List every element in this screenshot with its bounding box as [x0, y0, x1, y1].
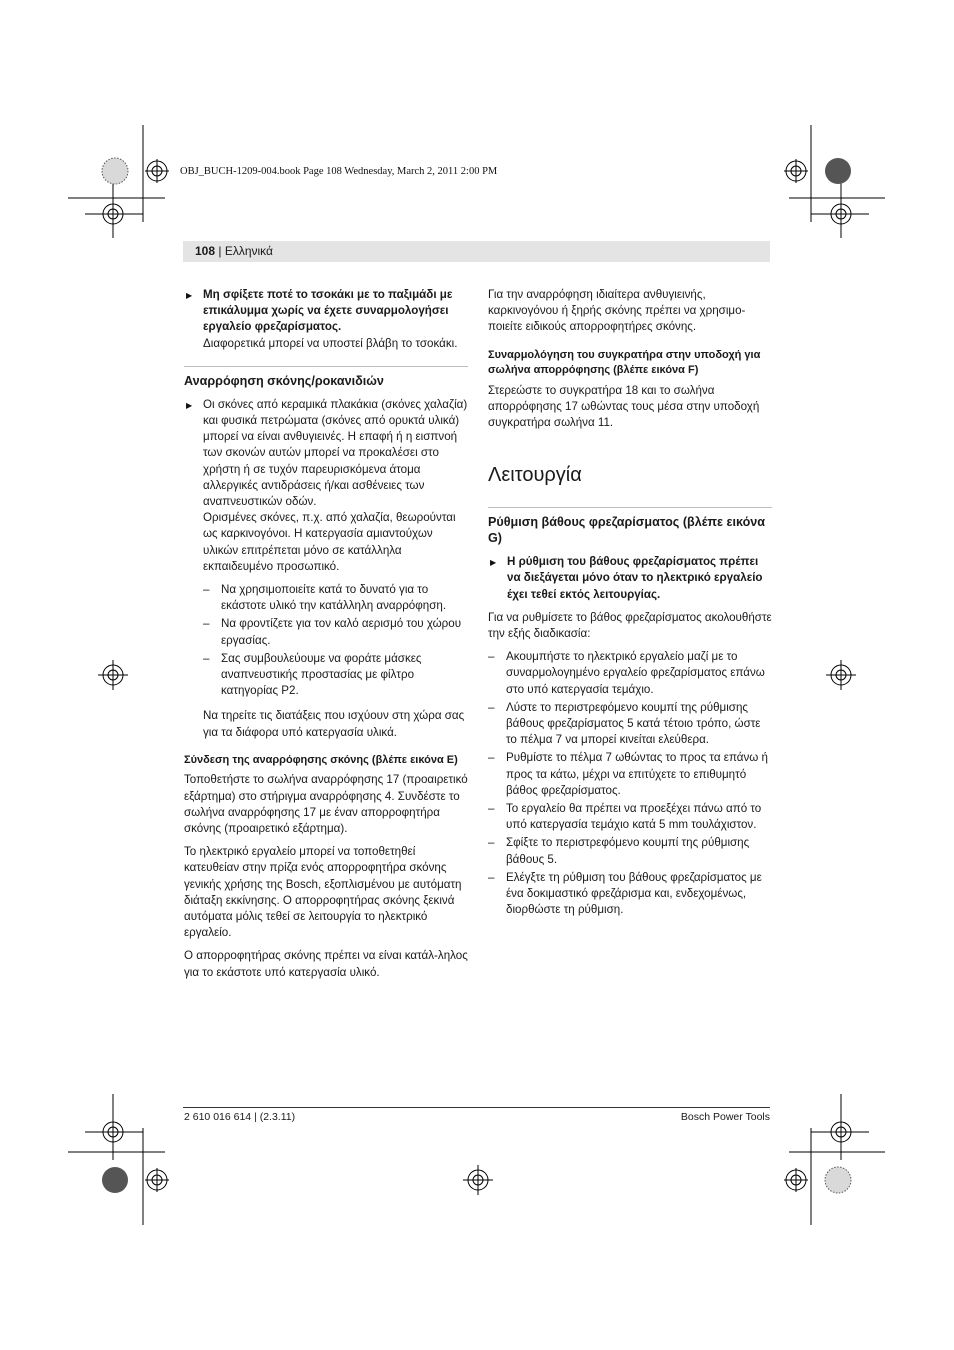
dust-bullet: ▶ Οι σκόνες από κεραμικά πλακάκια (σκόνες χαλαζία) και φυσικά πετρώματα (σκόνες από ορυκτά υλικά) μπορεί να είναι ανθυγιεινές. Η επαφή ή η εισπνοή των σκονών αυτών μπορεί να προκαλέσει στο χρήστη ή σε τυχόν παρευρισκόμενα άτομα αλλεργικές αντιδράσεις ή/και ασθένειες των αναπνευστικών οδών. Ορισμένες σκόνες, π.χ. από χαλαζία, θεωρούνται ως καρκινογόνοι. Η κατεργασία αμιαντούχων υλικών επιτρέπεται μόνο σε κατάλληλα εκπαιδευμένο προσωπικό. [184, 397, 468, 575]
language-label: Ελληνικά [224, 244, 273, 258]
left-column [184, 287, 468, 988]
depth-section-heading: Ρύθμιση βάθους φρεζαρίσματος (βλέπε εικόνα G) [488, 507, 772, 546]
list-item: – Το εργαλείο θα πρέπει να προεξέχει πάνω από το υπό κατεργασία τεμάχιο κατά 5 mm τουλάχιστον. [488, 801, 772, 833]
footer-rule [183, 1107, 770, 1108]
page-header-bar [183, 241, 770, 262]
list-item: – Ελέγξτε τη ρύθμιση του βάθους φρεζαρίσματος με ένα δοκιμαστικό φρεζάρισμα και, ενδεχομένως, διορθώστε τη ρύθμιση. [488, 870, 772, 919]
operation-heading: Λειτουργία [488, 464, 582, 487]
list-item: – Ακουμπήστε το ηλεκτρικό εργαλείο μαζί με το συναρμολογημένο εργαλείο φρεζαρίσματος επάνω στο υπό κατεργασία τεμάχιο. [488, 649, 772, 698]
footer-doc-number: 2 610 016 614 | (2.3.11) [184, 1111, 296, 1123]
depth-steps [488, 649, 772, 918]
dust-dash-list [184, 582, 468, 741]
safety-bullet: ▶ Μη σφίξετε ποτέ το τσοκάκι με το παξιμάδι με επικάλυμμα χωρίς να έχετε συναρμολογήσει εργαλείο φρεζαρίσματος. Διαφορετικά μπορεί να υποστεί βλάβη το τσοκάκι. [184, 287, 468, 352]
page-header: 108 | Ελληνικά [195, 244, 273, 258]
list-item: – Λύστε το περιστρεφόμενο κουμπί της ρύθμισης βάθους φρεζαρίσματος 5 κατά τέτοιο τρόπο, ώστε το πέλμα 7 να μπορεί κινείται ελεύθερα. [488, 700, 772, 749]
paragraph: Το ηλεκτρικό εργαλείο μπορεί να τοποθετηθεί κατευθείαν στην πρίζα ενός απορροφητήρα σκόνης γενικής χρήσης της Bosch, εξοπλισμένου με αυτόματη διάταξη εκκίνησης. Ο απορροφητήρας σκόνης ξεκινά αυτόματα μόλις τεθεί σε λειτουργία το ηλεκτρικό εργαλείο. [184, 845, 462, 940]
list-item: – Σφίξτε το περιστρεφόμενο κουμπί της ρύθμισης βάθους 5. [488, 835, 772, 867]
list-item: – Ρυθμίστε το πέλμα 7 ωθώντας το προς τα επάνω ή προς τα κάτω, μέχρι να επιτύχετε το επιθυμητό βάθος φρεζαρίσματος. [488, 750, 772, 799]
paragraph: Ο απορροφητήρας σκόνης πρέπει να είναι κατάλ-ληλος για το εκάστοτε υπό κατεργασία υλικό. [184, 949, 468, 979]
dust-note: Να τηρείτε τις διατάξεις που ισχύουν στη χώρα σας για τα διάφορα υπό κατεργασία υλικά. [203, 709, 465, 739]
print-slug: OBJ_BUCH-1209-004.book Page 108 Wednesday, March 2, 2011 2:00 PM [180, 166, 498, 177]
list-item: – Να φροντίζετε για τον καλό αερισμό του χώρου εργασίας. [203, 616, 468, 648]
paragraph: Τοποθετήστε το σωλήνα αναρρόφησης 17 (προαιρετικό εξάρτημα) στο στήριγμα αναρρόφησης 4. Συνδέστε το σωλήνα αναρρόφησης 17 με έναν απορροφητήρα σκόνης (προαιρετικό εξάρτημα). [184, 773, 468, 835]
list-item: – Σας συμβουλεύουμε να φοράτε μάσκες αναπνευστικής προστασίας με φίλτρο κατηγορίας P2. [203, 651, 468, 700]
connect-heading: Σύνδεση της αναρρόφησης σκόνης (βλέπε εικόνα E) [184, 753, 458, 766]
footer-brand: Bosch Power Tools [680, 1111, 770, 1123]
list-item: – Να χρησιμοποιείτε κατά το δυνατό για το εκάστοτε υλικό την κατάλληλη αναρρόφηση. [203, 582, 468, 614]
page-number: 108 [195, 244, 216, 258]
paragraph: Στερεώστε το συγκρατήρα 18 και το σωλήνα απορρόφησης 17 ωθώντας τους μέσα στην υποδοχή συγκρατήρα σωλήνα 11. [488, 383, 760, 430]
depth-bullet: ▶ Η ρύθμιση του βάθους φρεζαρίσματος πρέπει να διεξάγεται μόνο όταν το ηλεκτρικό εργαλείο έχει τεθεί εκτός λειτουργίας. [488, 554, 772, 603]
dust-section-heading: Αναρρόφηση σκόνης/ροκανιδιών [184, 366, 468, 389]
paragraph: Για να ρυθμίσετε το βάθος φρεζαρίσματος ακολουθήστε την εξής διαδικασία: [488, 610, 772, 641]
holder-heading: Συναρμολόγηση του συγκρατήρα στην υποδοχή για σωλήνα απορρόφησης (βλέπε εικόνα F) [488, 348, 761, 377]
paragraph: Για την αναρρόφηση ιδιαίτερα ανθυγιεινής, καρκινογόνου ή ξηρής σκόνης πρέπει να χρησιμο-ποιείτε ειδικούς απορροφητήρες σκόνης. [488, 288, 746, 334]
right-column [488, 287, 772, 920]
